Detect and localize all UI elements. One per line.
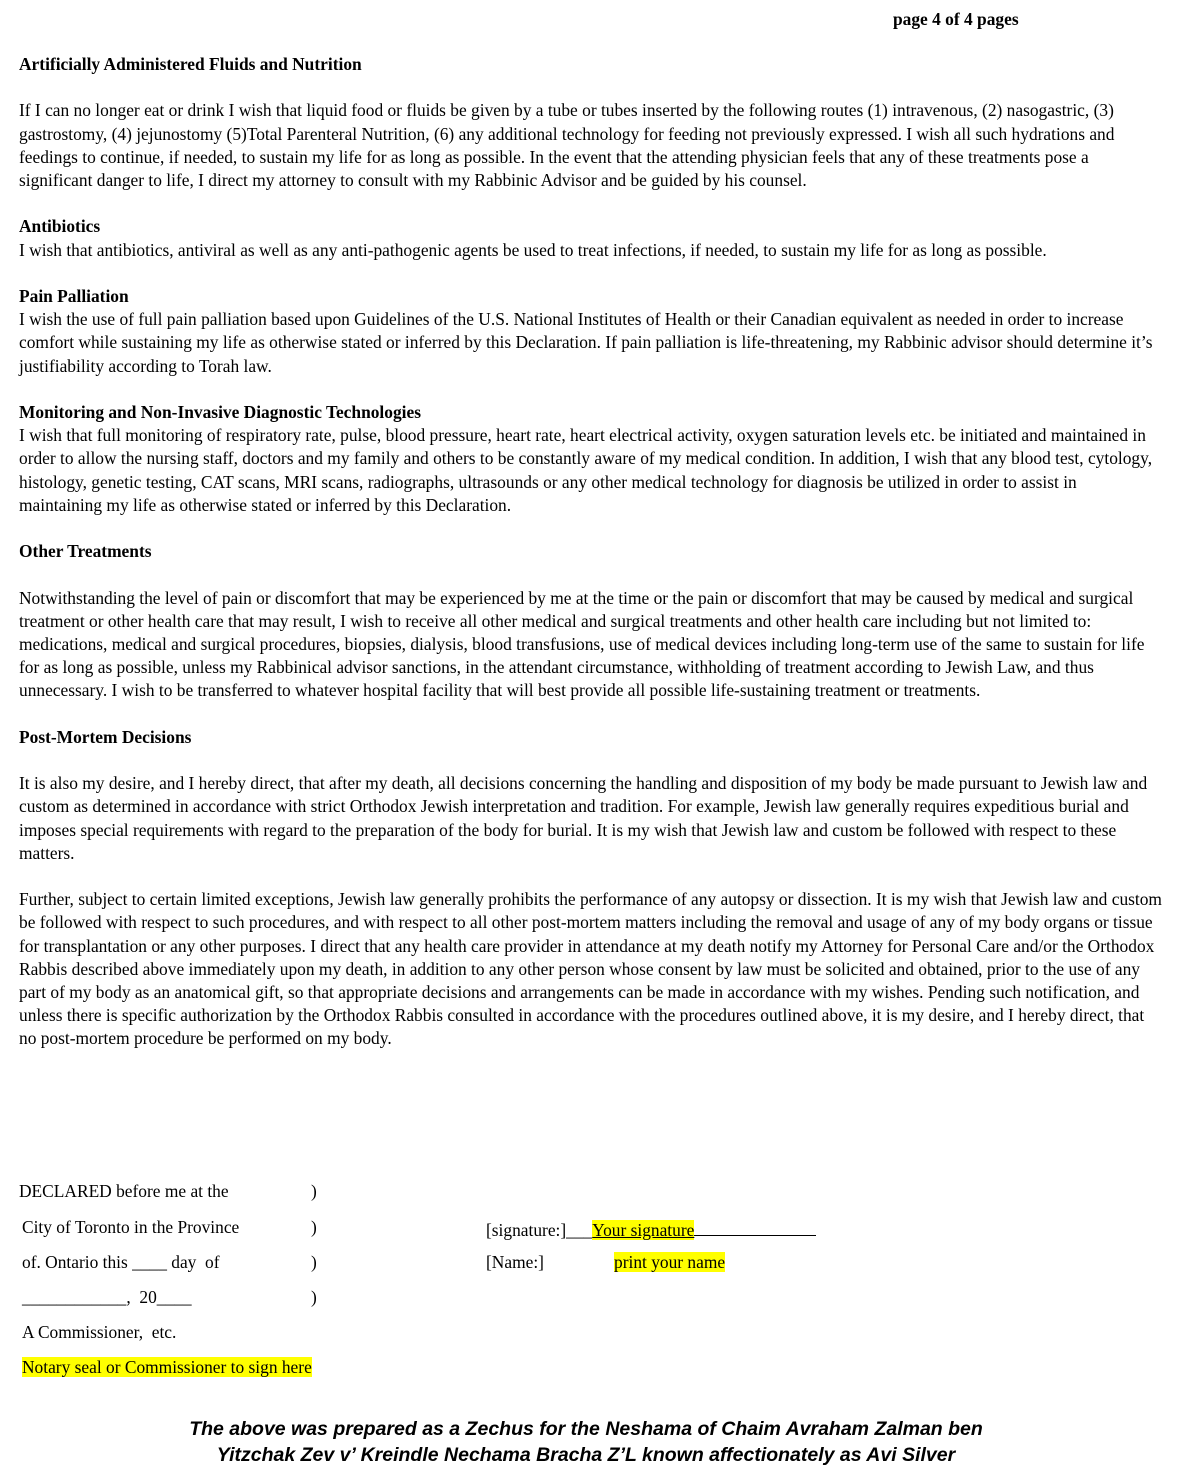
bracket: ) (311, 1217, 317, 1237)
spacer (19, 703, 1164, 726)
section-heading: Other Treatments (19, 541, 152, 562)
spacer (19, 192, 1164, 215)
signature-label: [signature:]___ (486, 1220, 593, 1240)
bracket: ) (311, 1287, 317, 1307)
signature-field[interactable]: Your signature (592, 1220, 695, 1240)
section-heading: Post-Mortem Decisions (19, 726, 192, 747)
section-paragraph: Notwithstanding the level of pain or discomfort that may be experienced by me at the time or the pain or discomfort that may be caused by medical and surgical treatment or other health care that may result, I wish to receive all other medical and surgical treatments and other health care including but not limited to: medications, medical and surgical procedures, biopsies, dialysis, blood transfusions, use of medical devices including long-term use of the same to sustain for life for as long as possible, unless my Rabbinical advisor sanctions, in the attendant circumstance, withholding of treatment according to Jewish Law, and thus unnecessary. I wish to be transferred to whatever hospital facility that will best provide all possible life-sustaining treatment or treatments. (19, 587, 1145, 701)
document-body (19, 53, 1164, 1051)
section-heading: Antibiotics (19, 216, 101, 237)
page-number: page 4 of 4 pages (893, 9, 1019, 29)
spacer (19, 76, 1164, 99)
spacer (19, 378, 1164, 401)
date-line: ____________, 20____ (22, 1287, 192, 1307)
dedication-line-2: Yitzchak Zev v’ Kreindle Nechama Bracha Z’L known affectionately as Avi Silver (216, 1444, 956, 1466)
name-field[interactable]: print your name (614, 1252, 726, 1272)
section-paragraph: If I can no longer eat or drink I wish that liquid food or fluids be given by a tube or tubes inserted by the following routes (1) intravenous, (2) nasogastric, (3) gastrostomy, (4) jejunostomy (5)Total Parenteral Nutrition, (6) any additional technology for feeding not previously expressed. I wish all such hydrations and feedings to continue, if needed, to sustain my life for as long as possible. In the event that the attending physician feels that any of these treatments pose a significant danger to life, I direct my attorney to consult with my Rabbinic Advisor and be guided by his counsel. (19, 100, 1115, 190)
section-heading: Monitoring and Non-Invasive Diagnostic Technologies (19, 401, 421, 422)
spacer (19, 563, 1164, 586)
spacer (19, 262, 1164, 285)
section-paragraph: I wish that full monitoring of respiratory rate, pulse, blood pressure, heart rate, heart electrical activity, oxygen saturation levels etc. be initiated and maintained in order to allow the nursing staff, doctors and my family and others to be constantly aware of my medical condition. In addition, I wish that any blood test, cytology, histology, genetic testing, CAT scans, MRI scans, radiographs, ultrasounds or any other medical technology for diagnosis be utilized in order to assist in maintaining my life as otherwise stated or inferred by this Declaration. (19, 425, 1153, 515)
notary-highlight: Notary seal or Commissioner to sign here (22, 1357, 312, 1377)
section-heading: Artificially Administered Fluids and Nutrition (19, 54, 362, 74)
section-heading: Pain Palliation (19, 285, 129, 306)
dedication-line-1: The above was prepared as a Zechus for the Neshama of Chaim Avraham Zalman ben (189, 1418, 983, 1440)
commissioner-line: A Commissioner, etc. (22, 1322, 177, 1342)
declared-line: DECLARED before me at the (19, 1181, 229, 1201)
notary-note (22, 1357, 312, 1378)
signature-underline (694, 1217, 816, 1236)
ontario-line: of. Ontario this ____ day of (22, 1252, 220, 1272)
signature-row (486, 1217, 816, 1241)
city-line: City of Toronto in the Province (22, 1217, 240, 1237)
spacer (19, 749, 1164, 772)
spacer (19, 865, 1164, 888)
name-row (614, 1252, 725, 1273)
bracket: ) (311, 1252, 317, 1272)
spacer (19, 517, 1164, 540)
section-paragraph: It is also my desire, and I hereby direct, that after my death, all decisions concerning the handling and disposition of my body be made pursuant to Jewish law and custom as determined in accordance with strict Orthodox Jewish interpretation and tradition. For example, Jewish law generally requires expeditious burial and imposes special requirements with regard to the preparation of the body for burial. It is my wish that Jewish law and custom be followed with respect to these matters. (19, 773, 1148, 863)
name-label: [Name:] (486, 1252, 544, 1272)
section-paragraph: I wish that antibiotics, antiviral as well as any anti-pathogenic agents be used to treat infections, if needed, to sustain my life for as long as possible. (19, 239, 1047, 260)
bracket: ) (311, 1181, 317, 1201)
dedication-footer (0, 1416, 1172, 1468)
section-paragraph: Further, subject to certain limited exceptions, Jewish law generally prohibits the performance of any autopsy or dissection. It is my wish that Jewish law and custom be followed with respect to such procedures, and with respect to all other post-mortem matters including the removal and usage of any of my body organs or tissue for transplantation or any other purposes. I direct that any health care provider in attendance at my death notify my Attorney for Personal Care and/or the Orthodox Rabbis described above immediately upon my death, in addition to any other person whose consent by law must be solicited and obtained, prior to the use of any part of my body as an anatomical gift, so that appropriate decisions and arrangements can be made in accordance with my wishes. Pending such notification, and unless there is specific authorization by the Orthodox Rabbis consulted in accordance with the procedures outlined above, it is my desire, and I hereby direct, that no post-mortem procedure be performed on my body. (19, 889, 1162, 1049)
section-paragraph: I wish the use of full pain palliation based upon Guidelines of the U.S. National Institutes of Health or their Canadian equivalent as needed in order to increase comfort while sustaining my life as otherwise stated or inferred by this Declaration. If pain palliation is life-threatening, my Rabbinic advisor should determine it’s justifiability according to Torah law. (19, 309, 1153, 376)
